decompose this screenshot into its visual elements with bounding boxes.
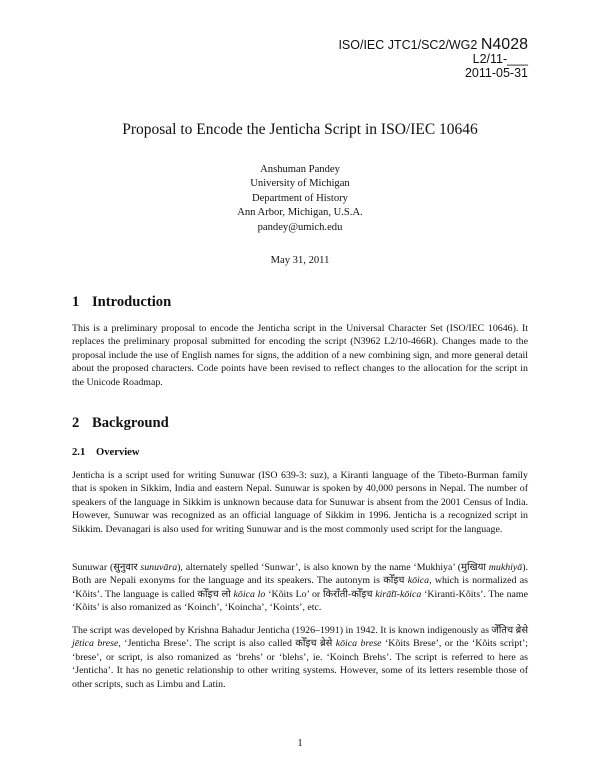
author-affiliation: University of Michigan xyxy=(250,178,350,190)
overview-paragraph-2 xyxy=(72,561,528,615)
page-number: 1 xyxy=(297,738,303,749)
author-block xyxy=(0,163,600,235)
intro-paragraph: This is a preliminary proposal to encode the Jenticha script in the Universal Character Set (ISO/IEC 10646). It replaces the preliminary proposal submitted for encoding the script (N3962 L2/10-466R). Changes made to the proposal include the use of English names for signs, the addition of a new combining sign, and more general detail about the proposed characters. Code points have been revised to reflect changes to the allocation for the script in the Unicode Roadmap. xyxy=(72,323,528,388)
section-heading-background xyxy=(72,415,169,432)
author-name: Anshuman Pandey xyxy=(260,164,340,175)
author-department: Department of History xyxy=(252,192,348,204)
doc-header xyxy=(338,38,528,80)
italic-run: jētica brese xyxy=(72,638,119,650)
text-run: ‘Kõits Lo’ or किराँती-कोँइच xyxy=(265,588,376,600)
header-date: 2011-05-31 xyxy=(464,66,528,80)
author-location: Ann Arbor, Michigan, U.S.A. xyxy=(237,207,363,219)
italic-run: mukhiyā xyxy=(488,562,523,573)
doc-ref-line xyxy=(338,38,528,52)
text-run: ). Both are Nepali exonyms for the language and its speakers. The autonym is कोँइच xyxy=(72,562,529,587)
section-title: Introduction xyxy=(92,294,172,310)
italic-run: kōica lo xyxy=(233,588,266,600)
section-heading-introduction xyxy=(72,294,171,311)
italic-run: kirā̃tī-kōica xyxy=(375,588,422,600)
text-run: Sunuwar (सुनुवार xyxy=(72,562,141,573)
section-number: 1 xyxy=(72,294,80,310)
italic-run: kōica brese xyxy=(335,638,382,650)
text-run: ‘Kõits Brese’, or the ‘Kõits script’; ‘brese’, or script, is also romanized as ‘brehs’ or ‘blehs’, ie. ‘Koinch Brehs’. The script is referred to here as ‘Jenticha’. It has no genetic relationship to other writing systems. However, some of its letters resemble those of other scripts, such as Limbu and Latin. xyxy=(72,638,528,690)
doc-ref: ISO/IEC JTC1/SC2/WG2 xyxy=(338,38,478,52)
text-run: The script was developed by Krishna Bahadur Jenticha (1926–1991) in 1942. It is known indigenously as जेँतिच ब्रेसे xyxy=(72,625,528,636)
overview-paragraph-3 xyxy=(72,624,528,691)
overview-paragraph-1: Jenticha is a script used for writing Sunuwar (ISO 639-3: suz), a Kiranti language of the Tibeto-Burman family that is spoken in Sikkim, India and eastern Nepal. Sunuwar is spoken by 40,000 persons in Nepal. The number of speakers of the language in Sikkim is unknown because data for Sunuwar is absent from the 2001 Census of India. However, Sunuwar was recognized as an official language of Sikkim in 1996. Jenticha is a recognized script in Sikkim. Devanagari is also used for writing Sunuwar and is the most commonly used script for the language. xyxy=(72,470,528,535)
text-run: ), alternately spelled ‘Sunwar’, is also known by the name ‘Mukhiya’ (मुखिया xyxy=(177,562,489,573)
page-title: Proposal to Encode the Jenticha Script in ISO/IEC 10646 xyxy=(122,121,478,138)
text-run: , which is normalized as ‘Kõits’. The language is called कोँइच लो xyxy=(72,575,528,600)
document-date: May 31, 2011 xyxy=(270,255,330,266)
author-email: pandey@umich.edu xyxy=(257,221,343,233)
italic-run: sunuvāra xyxy=(140,562,178,573)
l2-ref: L2/11-___ xyxy=(472,52,528,66)
section-title: Background xyxy=(92,415,169,431)
text-run: , ‘Jenticha Brese’. The script is also called कोँइच ब्रेसे xyxy=(118,638,336,650)
doc-number: N4028 xyxy=(480,36,528,53)
subsection-number: 2.1 xyxy=(72,447,86,458)
text-run: ‘Kiranti-Kõits’. The name ‘Kõits’ is also romanized as ‘Koinch’, ‘Koincha’, ‘Koints’, etc. xyxy=(72,588,528,614)
subsection-heading-overview xyxy=(72,447,140,458)
section-number: 2 xyxy=(72,415,80,431)
italic-run: kōica xyxy=(407,575,430,587)
subsection-title: Overview xyxy=(96,447,140,458)
